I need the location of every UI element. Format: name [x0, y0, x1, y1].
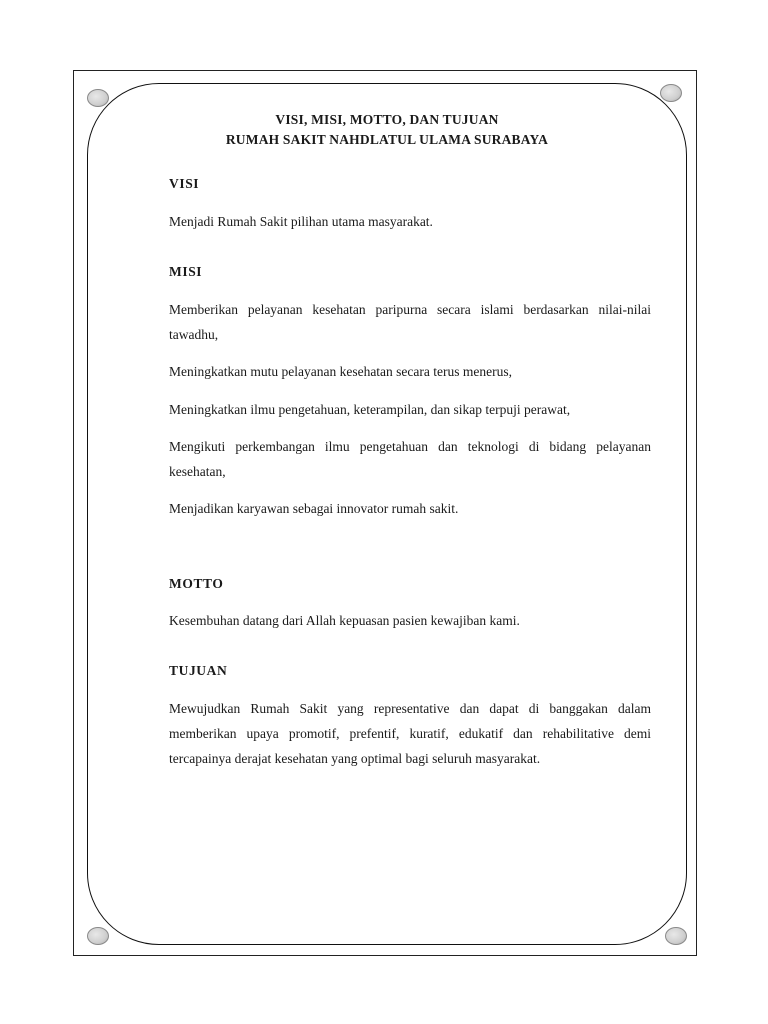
misi-item: Memberikan pelayanan kesehatan paripurna secara islami berdasarkan nilai-nilai tawadhu,	[169, 302, 651, 342]
corner-ornament-bottom-right	[665, 927, 687, 945]
document-subtitle: RUMAH SAKIT NAHDLATUL ULAMA SURABAYA	[225, 132, 549, 147]
misi-item: Mengikuti perkembangan ilmu pengetahuan dan teknologi di bidang pelayanan kesehatan,	[169, 439, 651, 479]
corner-ornament-top-left	[87, 89, 109, 107]
visi-text: Menjadi Rumah Sakit pilihan utama masyarakat.	[169, 214, 433, 229]
misi-item: Meningkatkan mutu pelayanan kesehatan secara terus menerus,	[169, 364, 512, 379]
visi-heading: VISI	[169, 176, 200, 191]
corner-ornament-bottom-left	[87, 927, 109, 945]
tujuan-text: Mewujudkan Rumah Sakit yang representative dan dapat di banggakan dalam memberikan upaya promotif, prefentif, kuratif, edukatif dan rehabilitative demi tercapainya derajat kesehatan yang optimal bagi seluruh masyarakat.	[169, 701, 651, 766]
corner-ornament-top-right	[660, 84, 682, 102]
misi-heading: MISI	[169, 264, 203, 279]
tujuan-heading: TUJUAN	[169, 663, 228, 678]
misi-item: Meningkatkan ilmu pengetahuan, keterampilan, dan sikap terpuji perawat,	[169, 402, 571, 417]
motto-text: Kesembuhan datang dari Allah kepuasan pasien kewajiban kami.	[169, 613, 520, 628]
document-title: VISI, MISI, MOTTO, DAN TUJUAN	[275, 112, 499, 127]
misi-item: Menjadikan karyawan sebagai innovator rumah sakit.	[169, 501, 459, 516]
motto-heading: MOTTO	[169, 576, 224, 591]
